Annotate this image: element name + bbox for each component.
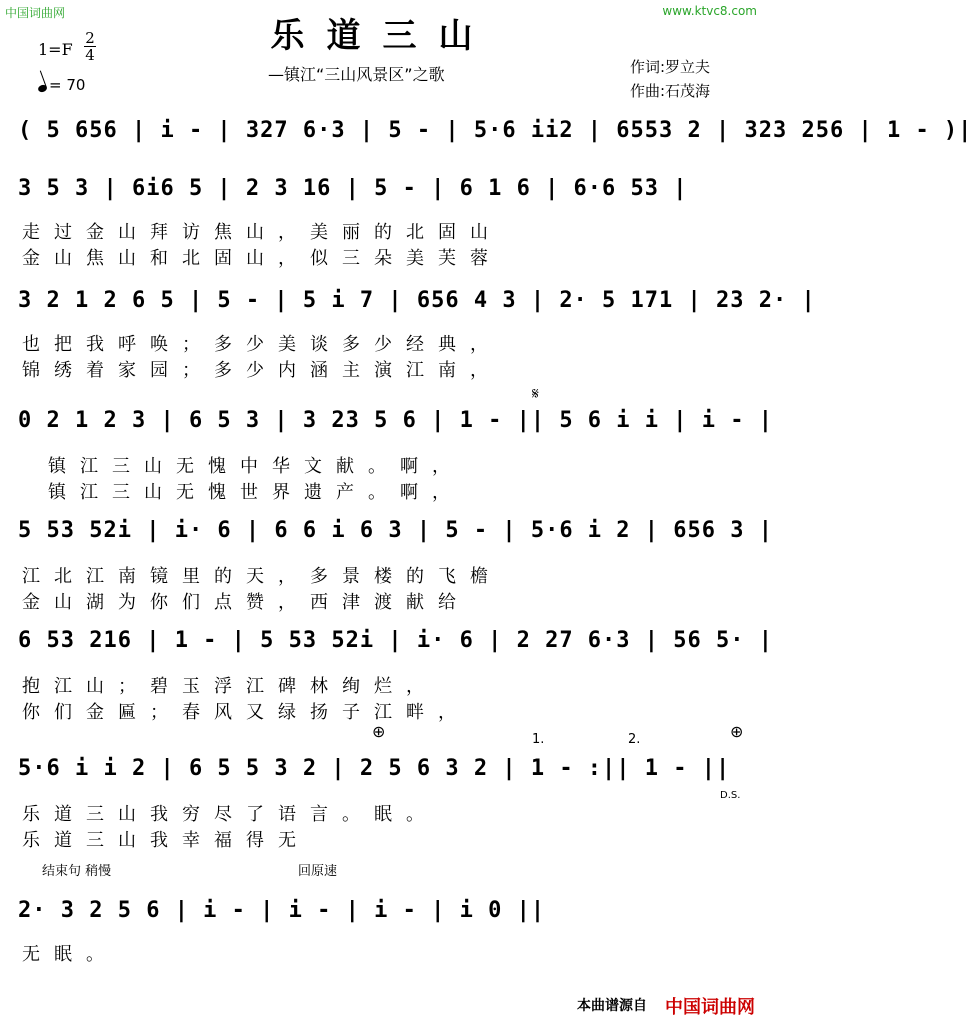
time-signature-bottom: 4 xyxy=(85,46,95,64)
lyric-line-6-verse-1: 抱江山；碧玉浮江碑林绚烂， xyxy=(22,676,438,697)
ds-marking: D.S. xyxy=(720,790,741,801)
volta-2: 2. xyxy=(628,732,641,747)
source-label: 本曲谱源自 xyxy=(577,998,647,1014)
lyricist-credit: 作词:罗立夫 xyxy=(630,58,711,76)
coda-sign-2: ⊕ xyxy=(730,722,744,741)
notation-line-7: 5·6 i i 2 | 6 5 5 3 2 | 2 5 6 3 2 | 1 - :|| 1 - || xyxy=(18,756,731,781)
lyric-line-7-verse-2: 乐道三山我幸福得无 xyxy=(22,830,310,851)
lyric-line-2-verse-1: 走过金山拜访焦山，美丽的北固山 xyxy=(22,222,502,243)
song-subtitle: —镇江“三山风景区”之歌 xyxy=(268,65,445,84)
coda-sign-1: ⊕ xyxy=(372,722,386,741)
time-signature-top: 2 xyxy=(85,29,95,47)
lyric-line-3-verse-2: 锦绣着家园；多少内涵主演江南， xyxy=(22,360,502,381)
lyric-line-4-verse-1: 镇江三山无愧中华文献。啊， xyxy=(48,456,464,477)
segno-sign: 𝄋 xyxy=(532,384,539,403)
lyric-line-4-verse-2: 镇江三山无愧世界遗产。啊， xyxy=(48,482,464,503)
time-signature xyxy=(84,30,96,63)
lyric-line-6-verse-2: 你们金匾；春风又绿扬子江畔， xyxy=(22,702,470,723)
quarter-note-icon xyxy=(37,84,48,94)
volta-1: 1. xyxy=(532,732,545,747)
notation-line-2: 3 5 3 | 6i6 5 | 2 3 16 | 5 - | 6 1 6 | 6·6 53 | xyxy=(18,176,688,201)
source-site-link[interactable]: 中国词曲网 xyxy=(665,997,755,1018)
lyric-line-3-verse-1: 也把我呼唤；多少美谈多少经典， xyxy=(22,334,502,355)
lyric-line-5-verse-2: 金山湖为你们点赞，西津渡献给 xyxy=(22,592,470,613)
tempo-marking xyxy=(38,76,85,94)
key-signature: 1=F xyxy=(38,40,73,59)
tempo-value: = 70 xyxy=(49,76,86,94)
lyric-line-7-verse-1: 乐道三山我穷尽了语言。眠。 xyxy=(22,804,438,825)
lyric-line-2-verse-2: 金山焦山和北固山，似三朵美芙蓉 xyxy=(22,248,502,269)
song-title: 乐道三山 xyxy=(270,16,495,56)
notation-line-6: 6 53 216 | 1 - | 5 53 52i | i· 6 | 2 27 6·3 | 56 5· | xyxy=(18,628,773,653)
notation-line-1: ( 5 656 | i - | 327 6·3 | 5 - | 5·6 ii2 | 6553 2 | 323 256 | 1 - )| xyxy=(18,118,972,143)
a-tempo-instruction: 回原速 xyxy=(298,864,338,879)
notation-line-8: 2· 3 2 5 6 | i - | i - | i - | i 0 || xyxy=(18,898,546,923)
lyric-line-8: 无眠。 xyxy=(22,944,118,965)
notation-line-5: 5 53 52i | i· 6 | 6 6 i 6 3 | 5 - | 5·6 i 2 | 656 3 | xyxy=(18,518,773,543)
site-name-top-left: 中国词曲网 xyxy=(5,6,66,20)
ending-phrase-instruction: 结束句 稍慢 xyxy=(42,864,112,879)
site-url-top-right: www.ktvc8.com xyxy=(662,4,757,18)
notation-line-3: 3 2 1 2 6 5 | 5 - | 5 i 7 | 656 4 3 | 2· 5 171 | 23 2· | xyxy=(18,288,816,313)
lyric-line-5-verse-1: 江北江南镜里的天，多景楼的飞檐 xyxy=(22,566,502,587)
composer-credit: 作曲:石茂海 xyxy=(630,82,711,100)
notation-line-4: 0 2 1 2 3 | 6 5 3 | 3 23 5 6 | 1 - || 5 6 i i | i - | xyxy=(18,408,773,433)
